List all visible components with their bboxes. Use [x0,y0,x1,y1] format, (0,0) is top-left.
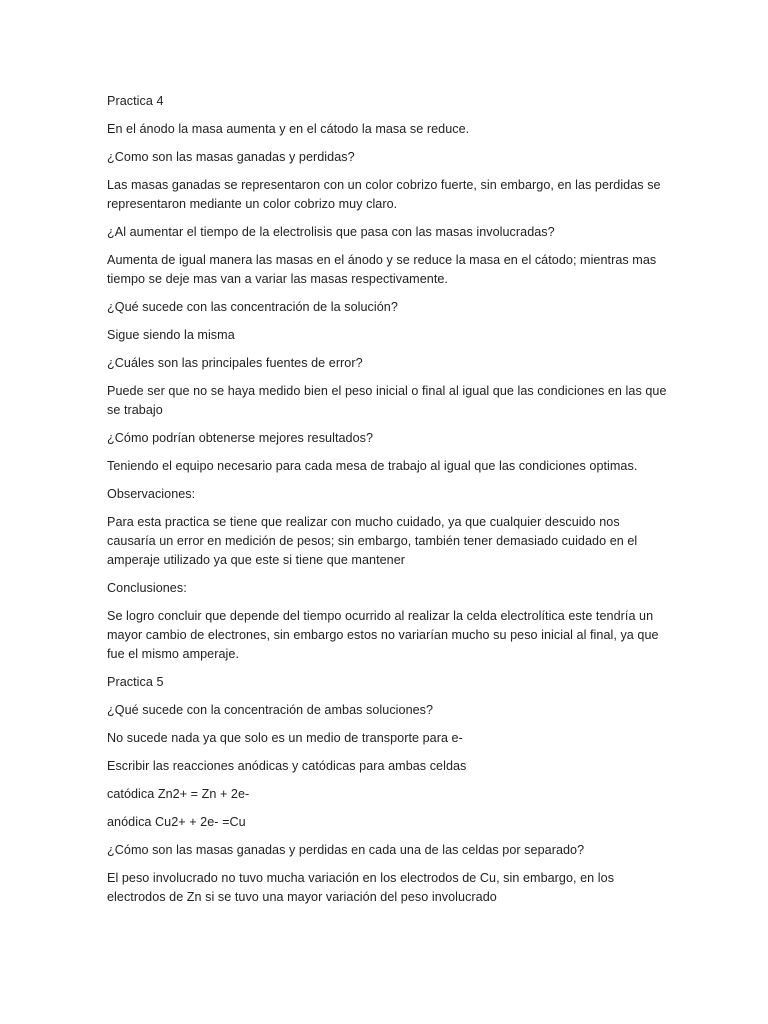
paragraph-anodo-catodo: En el ánodo la masa aumenta y en el cátodo la masa se reduce. [107,122,470,136]
answer-concentracion-soluciones: No sucede nada ya que solo es un medio de transporte para e- [107,731,463,745]
question-mejores-resultados: ¿Cómo podrían obtenerse mejores resultados? [107,431,374,445]
question-masas-celdas: ¿Cómo son las masas ganadas y perdidas en cada una de las celdas por separado? [107,843,585,857]
question-fuentes-error: ¿Cuáles son las principales fuentes de error? [107,356,363,370]
question-concentracion-soluciones: ¿Qué sucede con la concentración de ambas soluciones? [107,703,434,717]
question-concentracion: ¿Qué sucede con las concentración de la solución? [107,300,398,314]
instruction-reacciones: Escribir las reacciones anódicas y catódicas para ambas celdas [107,759,467,773]
question-tiempo-electrolisis: ¿Al aumentar el tiempo de la electrolisis que pasa con las masas involucradas? [107,225,555,239]
reaction-catodica: catódica Zn2+ = Zn + 2e- [107,787,250,801]
paragraph-conclusiones: Se logro concluir que depende del tiempo ocurrido al realizar la celda electrolítica este tendría un mayor cambio de electrones, sin embargo estos no variarían mucho su peso inicial al final, ya que fue el mismo amperaje. [107,609,659,661]
reaction-anodica: anódica Cu2+ + 2e- =Cu [107,815,246,829]
heading-conclusiones: Conclusiones: [107,581,187,595]
answer-fuentes-error: Puede ser que no se haya medido bien el peso inicial o final al igual que las condiciones en las que se trabajo [107,384,667,417]
answer-masas-ganadas: Las masas ganadas se representaron con un color cobrizo fuerte, sin embargo, en las perdidas se representaron mediante un color cobrizo muy claro. [107,178,661,211]
paragraph-observaciones: Para esta practica se tiene que realizar con mucho cuidado, ya que cualquier descuido nos causaría un error en medición de pesos; sin embargo, también tener demasiado cuidado en el amperaje utilizado ya que este si tiene que mantener [107,515,638,567]
heading-observaciones: Observaciones: [107,487,196,501]
answer-masas-celdas: El peso involucrado no tuvo mucha variación en los electrodos de Cu, sin embargo, en los electrodos de Zn si se tuvo una mayor variación del peso involucrado [107,871,615,904]
answer-concentracion: Sigue siendo la misma [107,328,235,342]
question-masas-ganadas: ¿Como son las masas ganadas y perdidas? [107,150,355,164]
answer-tiempo-electrolisis: Aumenta de igual manera las masas en el ánodo y se reduce la masa en el cátodo; mientras mas tiempo se deje mas van a variar las masas respectivamente. [107,253,657,286]
heading-practica-4: Practica 4 [107,94,164,108]
heading-practica-5: Practica 5 [107,675,164,689]
answer-mejores-resultados: Teniendo el equipo necesario para cada mesa de trabajo al igual que las condiciones optimas. [107,459,638,473]
